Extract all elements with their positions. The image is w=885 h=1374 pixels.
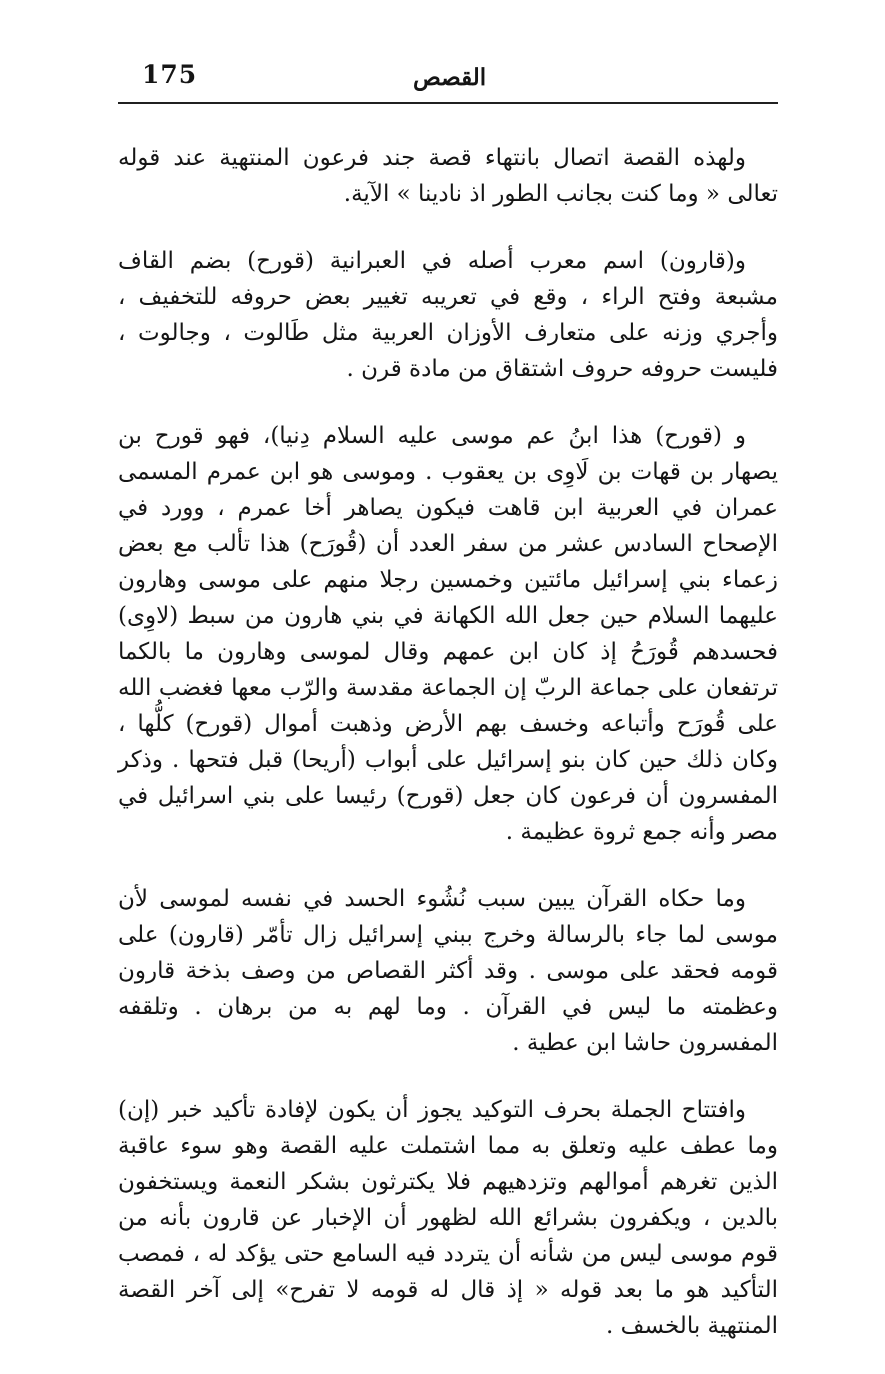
paragraph: و (قورح) هذا ابنُ عم موسى عليه السلام دِنيا)، فهو قورح بن يصهار بن قهات بن لَاوِى بن يعقوب . وموسى هو ابن عمرم المسمى عمران في العربية ابن قاهت فيكون يصاهر أخا عمرم ، وورد في الإصحاح السادس عشر من سفر العدد أن (قُورَح) هذا تألب مع بعض زعماء بني إسرائيل مائتين وخمسين رجلا منهم على موسى وهارون عليهما السلام حين جعل الله الكهانة في بني هارون من سبط (لاوِى) فحسدهم قُورَحُ إذ كان ابن عمهم وقال لموسى وهارون ما بالكما ترتفعان على جماعة الربّ إن الجماعة مقدسة والرّب معها فغضب الله على قُورَح وأتباعه وخسف بهم الأرض وذهبت أموال (قورح) كلُّها ، وكان ذلك حين كان بنو إسرائيل على أبواب (أريحا) قبل فتحها . وذكر المفسرون أن فرعون كان جعل (قورح) رئيسا على بني اسرائيل في مصر وأنه جمع ثروة عظيمة . bbox=[118, 423, 778, 845]
page-body bbox=[118, 140, 778, 1344]
paragraph: وافتتاح الجملة بحرف التوكيد يجوز أن يكون لإفادة تأكيد خبر (إن) وما عطف عليه وتعلق به مما اشتملت عليه القصة وهو سوء عاقبة الذين تغرهم أموالهم وتزدهيهم فلا يكترثون بشكر النعمة ويستخفون بالدين ، ويكفرون بشرائع الله لظهور أن الإخبار عن قارون بأنه من قوم موسى ليس من شأنه أن يتردد فيه السامع حتى يؤكد له ، فمصب التأكيد هو ما بعد قوله « إذ قال له قومه لا تفرح» إلى آخر القصة المنتهية بالخسف . bbox=[118, 1097, 778, 1339]
header-rule bbox=[118, 102, 778, 104]
page-number: 175 bbox=[142, 60, 198, 89]
paragraph: و(قارون) اسم معرب أصله في العبرانية (قورح) بضم القاف مشبعة وفتح الراء ، وقع في تعريبه تغيير بعض حروفه للتخفيف ، وأجري وزنه على متعارف الأوزان العربية مثل طَالوت ، وجالوت ، فليست حروفه حروف اشتقاق من مادة قرن . bbox=[118, 248, 778, 382]
paragraph: وما حكاه القرآن يبين سبب نُشُوء الحسد في نفسه لموسى لأن موسى لما جاء بالرسالة وخرج ببني إسرائيل زال تأمّر (قارون) على قومه فحقد على موسى . وقد أكثر القصاص من وصف بذخة قارون وعظمته ما ليس في القرآن . وما لهم به من برهان . وتلقفه المفسرون حاشا ابن عطية . bbox=[118, 886, 778, 1056]
paragraph: ولهذه القصة اتصال بانتهاء قصة جند فرعون المنتهية عند قوله تعالى « وما كنت بجانب الطور اذ نادينا » الآية. bbox=[118, 145, 778, 207]
running-title: القصص bbox=[413, 64, 487, 91]
page-header bbox=[118, 60, 778, 104]
